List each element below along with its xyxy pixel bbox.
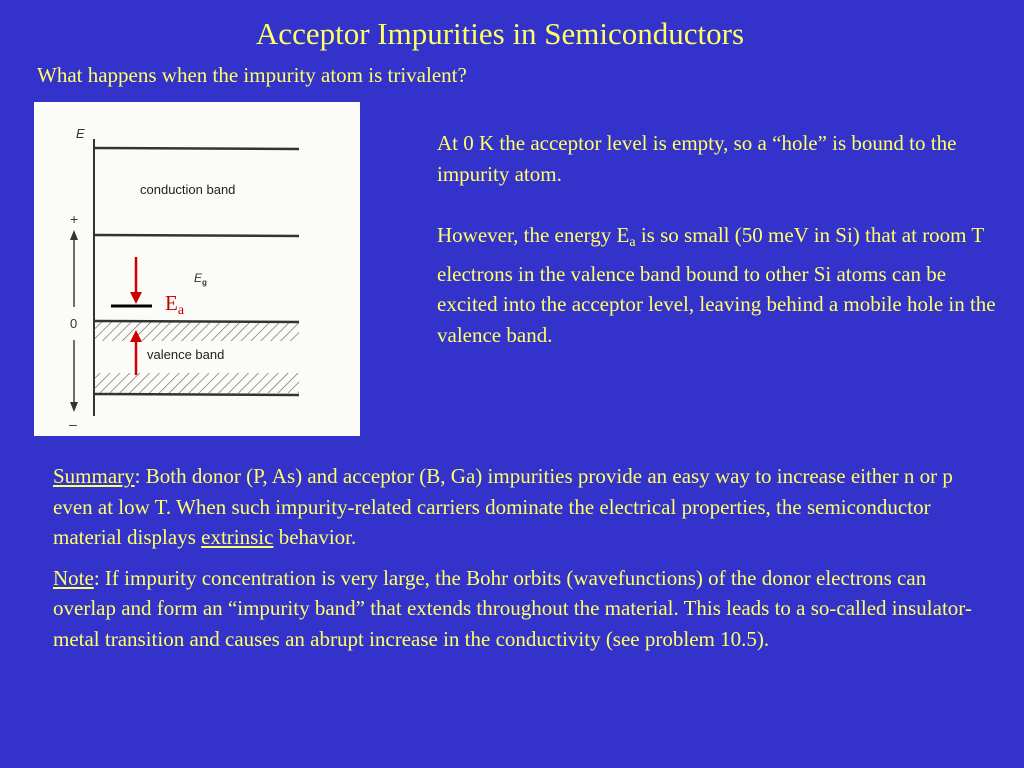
down-arrow-icon [70,402,78,412]
valence-band-bottom [94,394,299,395]
conduction-band-top [94,148,299,149]
summary-label: Summary [53,464,135,488]
explanation-p2: However, the energy $E_a$ is so small (50 meV in Si) that at room T electrons in the valence band bound to other Si atoms can be excited into the acceptor level, leaving behind a mobile hole in the valence band. [437,223,996,347]
band-diagram-svg [34,102,360,436]
conduction-band-label: conduction band [140,182,236,197]
explanation-p1: At 0 K the acceptor level is empty, so a “hole” is bound to the impurity atom. [437,131,957,186]
conduction-band-bottom [94,235,299,236]
plus-label: + [70,211,79,227]
slide-subtitle: What happens when the impurity atom is trivalent? [37,63,467,87]
explanation-text [437,128,997,350]
note-label: Note [53,565,94,590]
extrinsic-term: extrinsic [201,525,274,549]
valence-band-bottom-hatch [94,373,299,393]
ea-down-arrow-icon [130,292,142,304]
up-arrow-icon [70,230,78,240]
summary-section [53,461,973,654]
note-paragraph: Note: If impurity concentration is very large, the Bohr orbits (wavefunctions) of the donor electrons can overlap and form an “impurity band” that extends throughout the material. This leads to a so-called insulator-metal transition and causes an abrupt increase in the conductivity (see problem 10.5). [53,565,972,651]
valence-band-top [94,321,299,322]
energy-axis-label: E [76,126,85,141]
band-diagram-figure [34,102,360,436]
acceptor-energy-label: $E_a$ [165,291,185,318]
zero-label: 0 [70,316,78,331]
summary-paragraph: Summary: Both donor (P, As) and acceptor (B, Ga) impurities provide an easy way to increase either n or p even at low T. When such impurity-related carriers dominate the electrical properties, the semiconductor material displays extrinsic behavior. [53,464,953,549]
gap-label: $E_g$ [194,271,207,287]
valence-band-top-hatch [94,322,299,341]
valence-band-label: valence band [147,347,225,362]
slide-title: Acceptor Impurities in Semiconductors [255,16,745,51]
minus-label: – [69,416,77,432]
